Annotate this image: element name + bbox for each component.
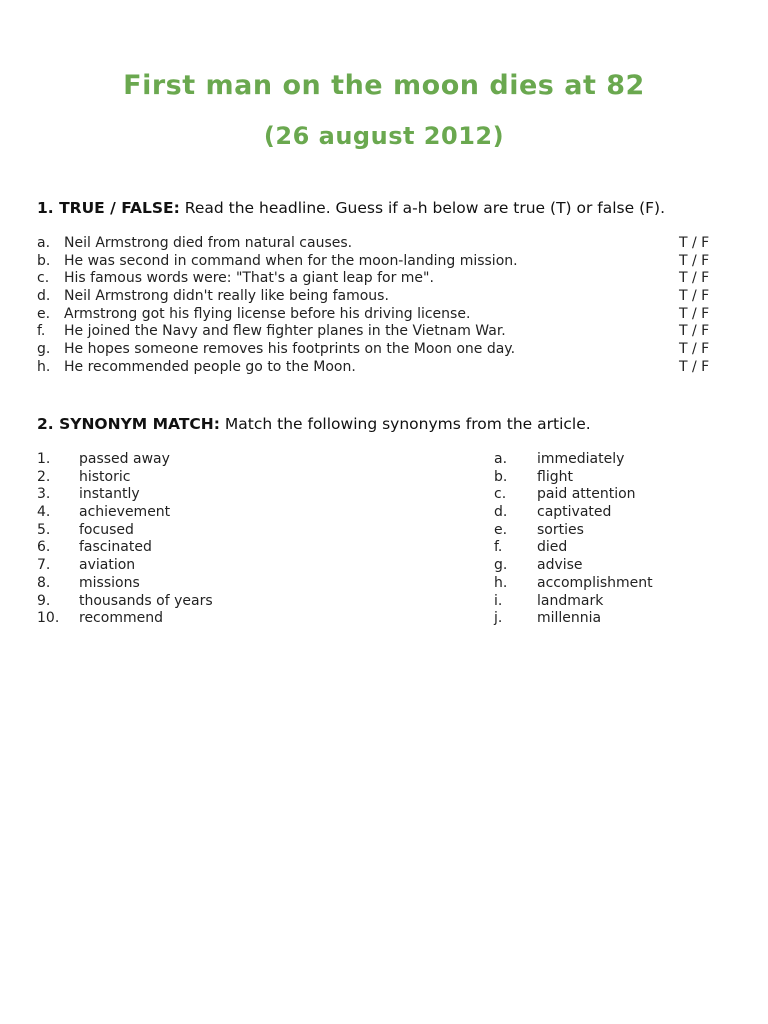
item-number: 10. bbox=[37, 610, 60, 627]
item-letter: e. bbox=[37, 305, 51, 322]
page-date: (26 august 2012) bbox=[263, 122, 505, 150]
item-letter: a. bbox=[37, 235, 51, 251]
item-letter: c. bbox=[37, 270, 50, 287]
item-word: captivated bbox=[537, 504, 612, 521]
true-false-choice: T / F bbox=[679, 252, 710, 269]
item-word: historic bbox=[79, 468, 131, 485]
synonym-left-item bbox=[37, 557, 477, 575]
true-false-choice: T / F bbox=[679, 323, 710, 340]
item-statement: He hopes someone removes his footprints on the Moon one day. bbox=[64, 341, 516, 358]
item-word: thousands of years bbox=[79, 592, 213, 609]
true-false-item bbox=[37, 270, 737, 288]
synonym-left-item bbox=[37, 451, 477, 469]
item-letter: f. bbox=[494, 539, 503, 556]
synonym-right-item bbox=[494, 504, 744, 522]
item-word: landmark bbox=[537, 592, 604, 609]
synonym-match-heading bbox=[37, 414, 737, 434]
true-false-choice: T / F bbox=[679, 235, 710, 251]
item-word: flight bbox=[537, 468, 573, 485]
item-word: missions bbox=[79, 574, 140, 591]
item-word: advise bbox=[537, 557, 583, 574]
item-statement: Neil Armstrong died from natural causes. bbox=[64, 235, 353, 251]
synonym-left-item bbox=[37, 610, 477, 628]
item-word: focused bbox=[79, 521, 134, 538]
true-false-choice: T / F bbox=[679, 305, 710, 322]
synonym-left-item bbox=[37, 469, 477, 487]
item-statement: His famous words were: "That's a giant leap for me". bbox=[64, 270, 434, 287]
true-false-item bbox=[37, 341, 737, 359]
synonym-left-item bbox=[37, 539, 477, 557]
true-false-instruction: Read the headline. Guess if a-h below are true (T) or false (F). bbox=[184, 199, 666, 217]
item-statement: He joined the Navy and flew fighter planes in the Vietnam War. bbox=[64, 323, 506, 340]
item-letter: d. bbox=[37, 288, 51, 305]
item-word: aviation bbox=[79, 557, 136, 574]
synonym-match-section bbox=[37, 414, 737, 631]
item-number: 4. bbox=[37, 504, 51, 521]
synonym-right-item bbox=[494, 610, 744, 628]
synonym-left-list bbox=[37, 451, 477, 628]
synonym-right-item bbox=[494, 451, 744, 469]
synonym-right-list bbox=[494, 451, 744, 628]
item-letter: g. bbox=[37, 341, 51, 358]
item-number: 5. bbox=[37, 521, 51, 538]
page-title: First man on the moon dies at 82 bbox=[123, 70, 645, 101]
item-word: accomplishment bbox=[537, 574, 653, 591]
item-number: 3. bbox=[37, 486, 51, 503]
true-false-label: 1. TRUE / FALSE: bbox=[37, 199, 180, 217]
item-word: passed away bbox=[79, 451, 170, 467]
item-letter: h. bbox=[37, 358, 51, 375]
item-number: 9. bbox=[37, 592, 51, 609]
item-word: recommend bbox=[79, 610, 163, 627]
true-false-choice: T / F bbox=[679, 288, 710, 305]
item-word: immediately bbox=[537, 451, 625, 467]
true-false-choice: T / F bbox=[679, 341, 710, 358]
item-letter: e. bbox=[494, 521, 508, 538]
item-letter: h. bbox=[494, 574, 508, 591]
true-false-item bbox=[37, 306, 737, 324]
item-letter: i. bbox=[494, 592, 503, 609]
item-word: paid attention bbox=[537, 486, 636, 503]
true-false-item bbox=[37, 359, 737, 377]
synonym-left-item bbox=[37, 522, 477, 540]
synonym-right-item bbox=[494, 469, 744, 487]
item-word: achievement bbox=[79, 504, 171, 521]
synonym-match-instruction: Match the following synonyms from the article. bbox=[224, 415, 591, 433]
synonym-match-label: 2. SYNONYM MATCH: bbox=[37, 415, 220, 433]
synonym-right-item bbox=[494, 593, 744, 611]
item-letter: j. bbox=[494, 610, 503, 627]
synonym-left-item bbox=[37, 575, 477, 593]
item-letter: a. bbox=[494, 451, 508, 467]
item-word: millennia bbox=[537, 610, 602, 627]
item-letter: b. bbox=[494, 468, 508, 485]
synonym-right-item bbox=[494, 557, 744, 575]
true-false-choice: T / F bbox=[679, 358, 710, 375]
item-number: 1. bbox=[37, 451, 51, 467]
true-false-item bbox=[37, 288, 737, 306]
item-number: 8. bbox=[37, 574, 51, 591]
item-letter: c. bbox=[494, 486, 507, 503]
synonym-columns bbox=[37, 451, 737, 631]
item-letter: g. bbox=[494, 557, 508, 574]
true-false-list bbox=[37, 235, 737, 377]
synonym-left-item bbox=[37, 593, 477, 611]
synonym-right-item bbox=[494, 539, 744, 557]
item-number: 6. bbox=[37, 539, 51, 556]
synonym-left-item bbox=[37, 486, 477, 504]
synonym-right-item bbox=[494, 575, 744, 593]
true-false-item bbox=[37, 323, 737, 341]
item-word: died bbox=[537, 539, 568, 556]
item-statement: Armstrong got his flying license before his driving license. bbox=[64, 305, 471, 322]
item-statement: Neil Armstrong didn't really like being famous. bbox=[64, 288, 389, 305]
synonym-left-item bbox=[37, 504, 477, 522]
item-number: 2. bbox=[37, 468, 51, 485]
item-word: instantly bbox=[79, 486, 140, 503]
true-false-choice: T / F bbox=[679, 270, 710, 287]
true-false-item bbox=[37, 253, 737, 271]
item-letter: d. bbox=[494, 504, 508, 521]
synonym-right-item bbox=[494, 486, 744, 504]
item-statement: He recommended people go to the Moon. bbox=[64, 358, 356, 375]
item-number: 7. bbox=[37, 557, 51, 574]
item-letter: b. bbox=[37, 252, 51, 269]
item-word: fascinated bbox=[79, 539, 152, 556]
item-letter: f. bbox=[37, 323, 46, 340]
item-statement: He was second in command when for the moon-landing mission. bbox=[64, 252, 518, 269]
synonym-right-item bbox=[494, 522, 744, 540]
true-false-heading bbox=[37, 198, 737, 218]
item-word: sorties bbox=[537, 521, 584, 538]
true-false-item bbox=[37, 235, 737, 253]
true-false-section bbox=[37, 198, 737, 377]
